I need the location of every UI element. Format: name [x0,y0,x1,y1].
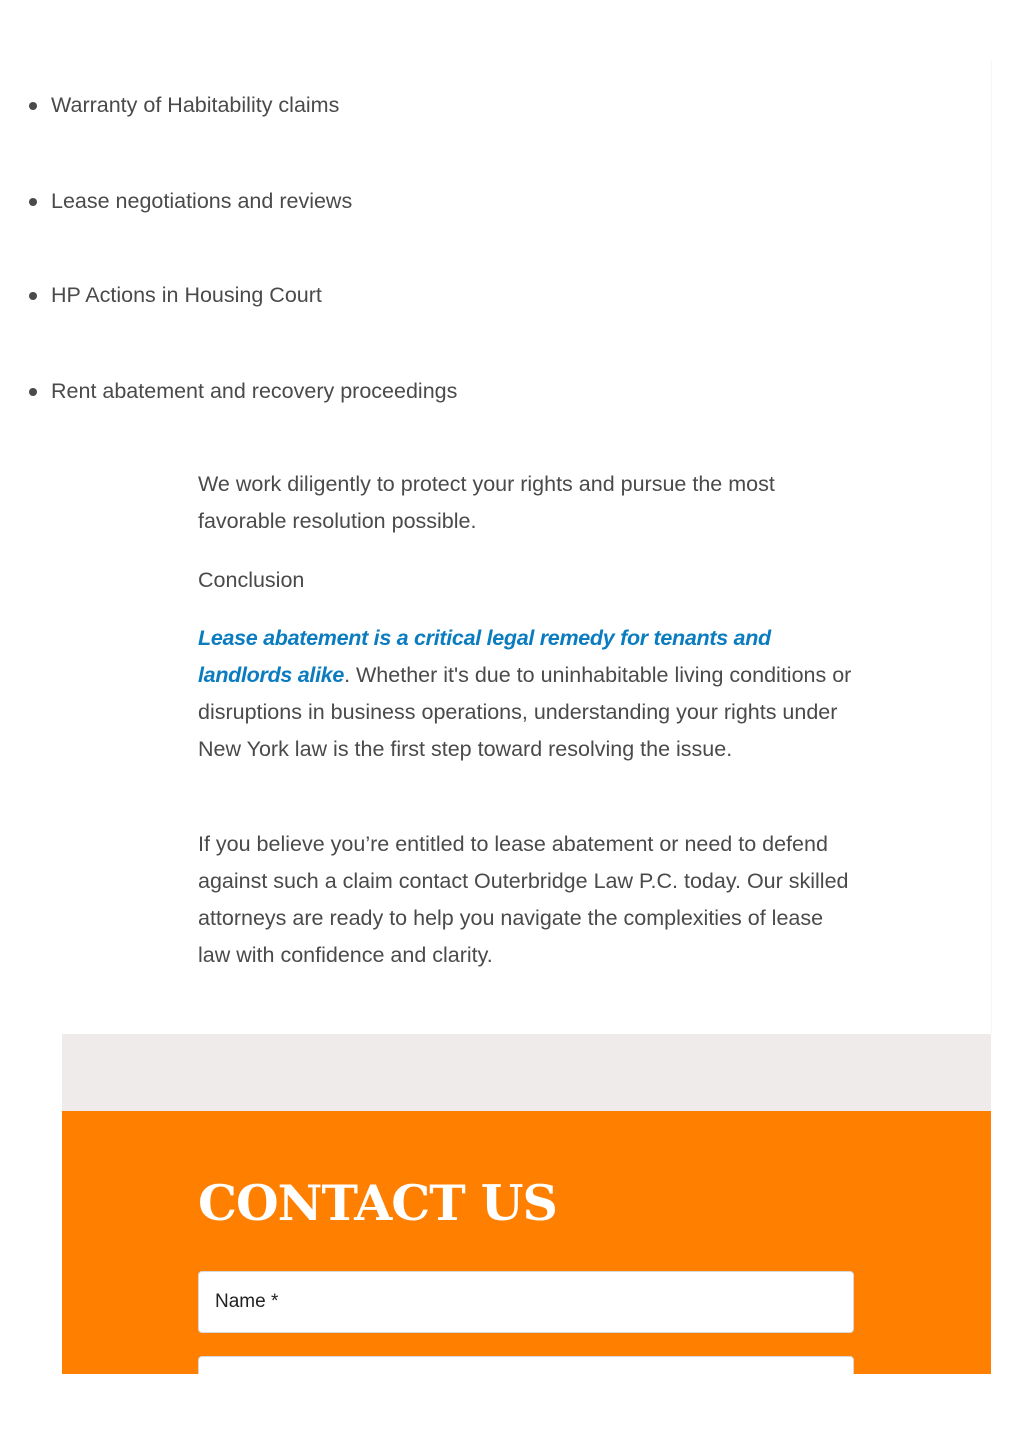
contact-title: CONTACT US [198,1174,557,1232]
list-item-label: Lease negotiations and reviews [51,189,353,213]
conclusion-heading: Conclusion [198,568,305,592]
list-item-label: HP Actions in Housing Court [51,283,322,307]
contact-section [62,1111,991,1374]
section-divider-band [62,1034,991,1111]
conclusion-paragraph [198,620,858,768]
list-item [51,186,352,216]
list-item [51,90,339,120]
bullet-icon [29,388,37,396]
list-item [51,280,322,310]
diligence-paragraph: We work diligently to protect your rights and pursue the most favorable resolution possible. [198,472,775,533]
second-form-field[interactable] [198,1356,854,1374]
list-item-label: Warranty of Habitability claims [51,93,340,117]
list-item-label: Rent abatement and recovery proceedings [51,379,458,403]
name-field[interactable] [198,1271,854,1333]
closing-paragraph: If you believe you’re entitled to lease abatement or need to defend against such a claim contact Outerbridge Law P.C. today. Our skilled attorneys are ready to help you navigate the complexities of lease law with confidence and clarity. [198,832,849,967]
list-item [51,376,457,406]
bullet-icon [29,198,37,206]
conclusion-text: . Whether it's due to uninhabitable living conditions or disruptions in business operations, understanding your rights under New York law is the first step toward resolving the issue. [198,663,852,761]
bullet-icon [29,292,37,300]
page-edge-divider [991,60,992,1034]
lease-abatement-link[interactable]: Lease abatement is a critical legal remedy for tenants and landlords alike [198,626,771,687]
bullet-icon [29,102,37,110]
